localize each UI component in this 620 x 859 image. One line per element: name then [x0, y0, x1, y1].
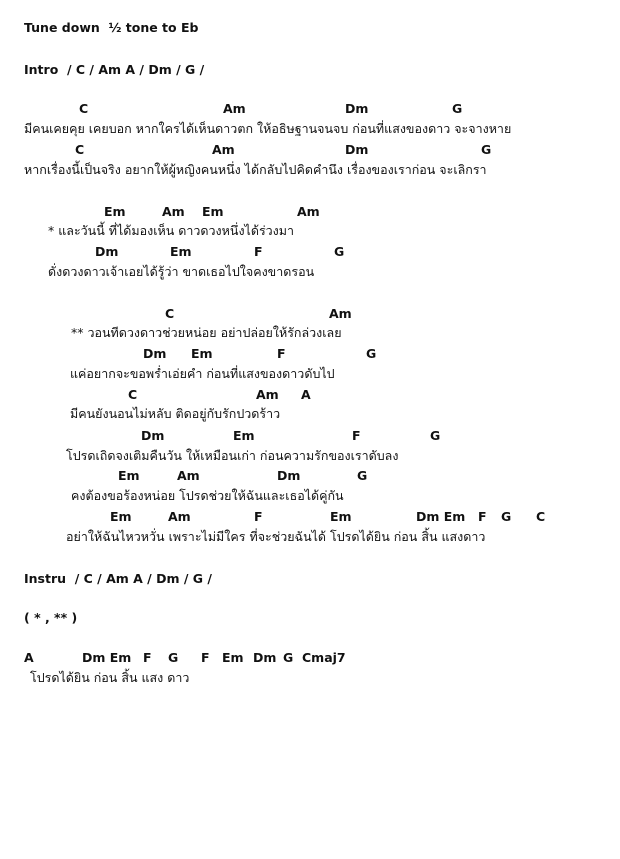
- chorus5-lyric-row: [0, 487, 620, 507]
- repeat-row: [0, 610, 620, 630]
- chord: C: [75, 142, 85, 157]
- instru-row: [0, 571, 620, 591]
- chorus4-lyric-row: [0, 447, 620, 467]
- chord: F: [254, 244, 263, 259]
- chord: G: [366, 346, 377, 361]
- chord: Dm: [143, 346, 167, 361]
- pre1-lyric-row: [0, 222, 620, 242]
- intro-progression: Intro / C / Am A / Dm / G /: [24, 62, 205, 77]
- chord: Am: [162, 204, 185, 219]
- lyric-line: * และวันนี้ ที่ได้มองเห็น ดาวดวงหนึ่งได้ร่วงมา: [48, 223, 295, 238]
- chord: Am: [256, 387, 279, 402]
- chorus2-lyric-row: [0, 365, 620, 385]
- repeat-marker: ( * , ** ): [24, 610, 78, 625]
- chord: Dm: [345, 142, 369, 157]
- lyric-line: คงต้องขอร้องหน่อย โปรดช่วยให้ฉันและเธอได้คู่กัน: [71, 488, 344, 503]
- chorus6-chords: [0, 509, 620, 529]
- lyric-line: ดั่งดวงดาวเจ้าเอยได้รู้ว่า ขาดเธอไปใจคงขาดรอน: [48, 264, 315, 279]
- chord: Em: [202, 204, 224, 219]
- chord: Am: [212, 142, 235, 157]
- chord: G: [481, 142, 492, 157]
- chorus2-chords: [0, 346, 620, 366]
- pre2-lyric-row: [0, 263, 620, 283]
- chord: Dm: [277, 468, 301, 483]
- chord: C: [128, 387, 138, 402]
- verse2-chords: [0, 142, 620, 162]
- chord: Am: [177, 468, 200, 483]
- pre1-chords: [0, 204, 620, 224]
- chorus4-chords: [0, 428, 620, 448]
- chord: Am: [329, 306, 352, 321]
- intro-row: [0, 62, 620, 82]
- chord: F: [352, 428, 361, 443]
- tuning-row: [0, 20, 620, 40]
- lyric-line: โปรดได้ยิน ก่อน สิ้น แสง ดาว: [30, 670, 190, 685]
- instru-progression: Instru / C / Am A / Dm / G /: [24, 571, 212, 586]
- chord: F: [201, 650, 210, 665]
- chord: Em: [191, 346, 213, 361]
- chord: Dm: [141, 428, 165, 443]
- chord: A: [24, 650, 34, 665]
- lyric-line: มีคนยังนอนไม่หลับ ติดอยู่กับรักปวดร้าว: [70, 406, 281, 421]
- chord: G: [283, 650, 294, 665]
- chord: Em: [118, 468, 140, 483]
- chord: A: [301, 387, 311, 402]
- chord: G: [430, 428, 441, 443]
- chord: G: [452, 101, 463, 116]
- chord: F: [143, 650, 152, 665]
- chord: C: [165, 306, 175, 321]
- chord: Dm Em: [416, 509, 466, 524]
- chorus5-chords: [0, 468, 620, 488]
- chord: Dm: [345, 101, 369, 116]
- chord: Em: [222, 650, 244, 665]
- chord: F: [478, 509, 487, 524]
- lyric-line: มีคนเคยคุย เคยบอก หากใครได้เห็นดาวตก ให้อธิษฐานจนจบ ก่อนที่แสงของดาว จะจางหาย: [24, 121, 512, 136]
- chord: C: [79, 101, 89, 116]
- lyric-line: ** วอนทีดวงดาวช่วยหน่อย อย่าปล่อยให้รักล่วงเลย: [71, 325, 342, 340]
- chord: G: [501, 509, 512, 524]
- chord: C: [536, 509, 546, 524]
- chord: Dm Em: [82, 650, 132, 665]
- lyric-line: แค่อยากจะขอพร่ำเอ่ยคำ ก่อนที่แสงของดาวดับไป: [70, 366, 335, 381]
- chord: Dm: [95, 244, 119, 259]
- verse1-lyric-row: [0, 120, 620, 140]
- chord: G: [168, 650, 179, 665]
- tuning-note: Tune down ½ tone to Eb: [24, 20, 199, 35]
- chord: Am: [223, 101, 246, 116]
- chord: G: [334, 244, 345, 259]
- pre2-chords: [0, 244, 620, 264]
- lyric-line: หากเรื่องนี้เป็นจริง อยากให้ผู้หญิงคนหนึ่ง ได้กลับไปคิดคำนึง เรื่องของเราก่อน จะเลิกรา: [24, 162, 487, 177]
- chord: Em: [104, 204, 126, 219]
- lyric-line: อย่าให้ฉันไหวหวั่น เพราะไม่มีใคร ที่จะช่วยฉันได้ โปรดได้ยิน ก่อน สิ้น แสงดาว: [66, 529, 486, 544]
- verse1-chords: [0, 101, 620, 121]
- chord: Em: [233, 428, 255, 443]
- chord: G: [357, 468, 368, 483]
- chord: F: [254, 509, 263, 524]
- chord: Dm: [253, 650, 277, 665]
- chord: Am: [168, 509, 191, 524]
- chord: F: [277, 346, 286, 361]
- chord: Am: [297, 204, 320, 219]
- lyric-line: โปรดเถิดจงเติมคืนวัน ให้เหมือนเก่า ก่อนความรักของเราดับลง: [66, 448, 399, 463]
- verse2-lyric-row: [0, 161, 620, 181]
- chord: Em: [170, 244, 192, 259]
- chorus1-chords: [0, 306, 620, 326]
- chorus1-lyric-row: [0, 324, 620, 344]
- chorus3-lyric-row: [0, 405, 620, 425]
- chorus3-chords: [0, 387, 620, 407]
- chord: Cmaj7: [302, 650, 346, 665]
- outro-lyric-row: [0, 669, 620, 689]
- outro-chords: [0, 650, 620, 670]
- chord: Em: [110, 509, 132, 524]
- chorus6-lyric-row: [0, 528, 620, 548]
- chord: Em: [330, 509, 352, 524]
